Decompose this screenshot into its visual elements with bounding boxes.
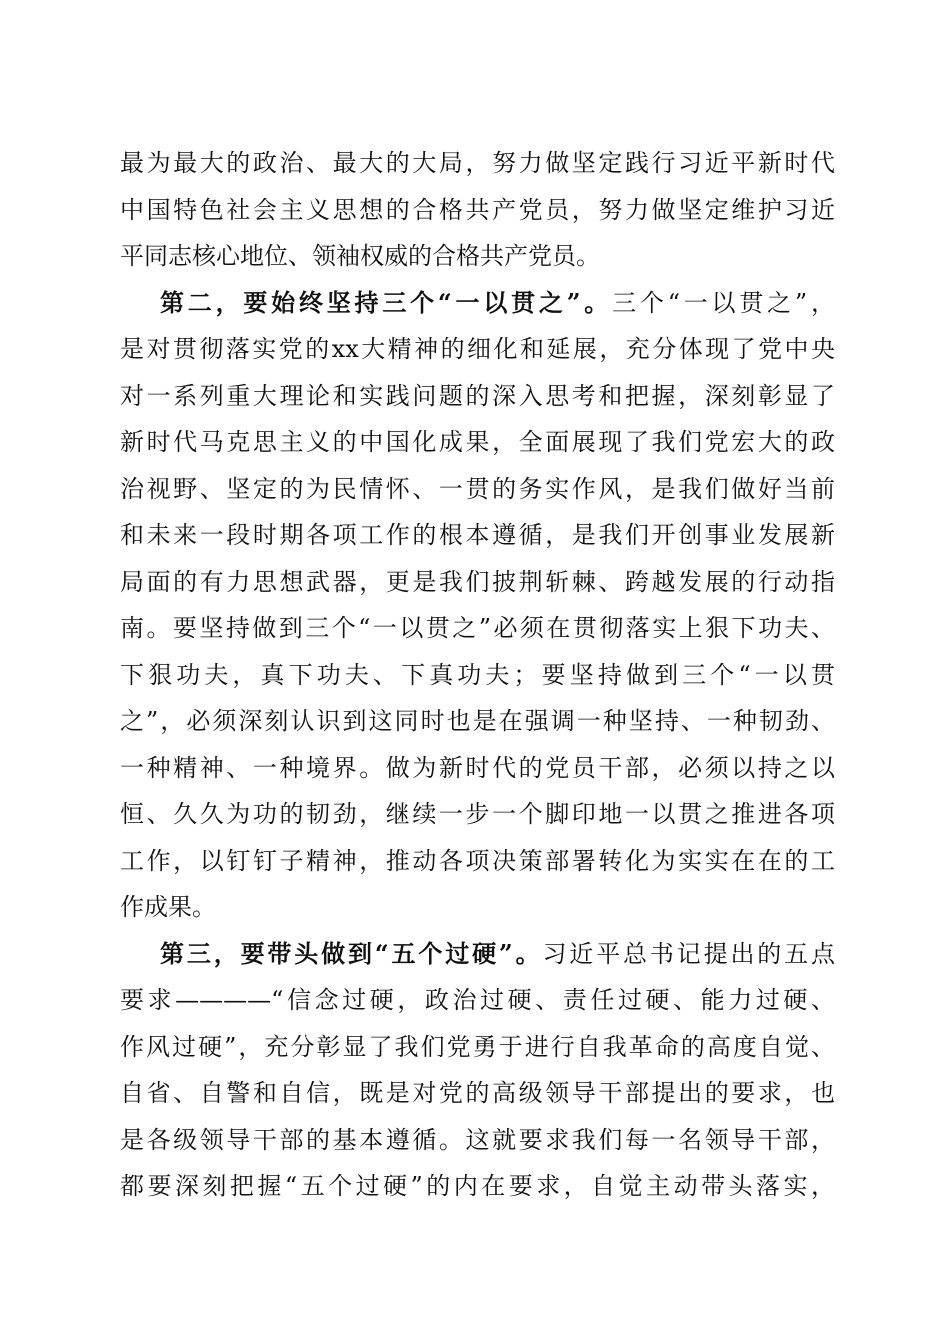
text-line: 下狠功夫，真下功夫、下真功夫；要坚持做到三个“一以贯 <box>120 660 835 689</box>
text-segment: 习近平总书记提出的五点 <box>542 939 836 968</box>
text-line: 南。要坚持做到三个“一以贯之”必须在贯彻落实上狠下功夫、 <box>120 614 835 642</box>
text-line: 和未来一段时期各项工作的根本遵循，是我们开创事业发展新 <box>120 521 835 549</box>
text-line: 中国特色社会主义思想的合格共产党员，努力做坚定维护习近 <box>120 195 835 224</box>
paragraph-2-first-line <box>120 280 835 327</box>
text-line: 治视野、坚定的为民情怀、一贯的务实作风，是我们做好当前 <box>120 474 835 503</box>
text-line: 要求————“信念过硬，政治过硬、责任过硬、能力过硬、 <box>120 986 835 1014</box>
text-line: 都要深刻把握“五个过硬”的内在要求，自觉主动带头落实， <box>120 1172 835 1200</box>
text-line: 平同志核心地位、领袖权威的合格共产党员。 <box>120 242 600 270</box>
text-line: 作风过硬”，充分彰显了我们党勇于进行自我革命的高度自觉、 <box>120 1032 835 1061</box>
text-line: 工作，以钉钉子精神，推动各项决策部署转化为实实在在的工 <box>120 846 835 875</box>
text-line: 恒、久久为功的韧劲，继续一步一个脚印地一以贯之推进各项 <box>120 800 835 828</box>
text-line: 对一系列重大理论和实践问题的深入思考和把握，深刻彰显了 <box>120 381 835 410</box>
section-heading-3: 第三，要带头做到“五个过硬”。 <box>160 938 543 968</box>
text-line: 之”，必须深刻认识到这同时也是在强调一种坚持、一种韧劲、 <box>120 707 835 735</box>
section-heading-2: 第二，要始终坚持三个“一以贯之”。 <box>160 287 613 317</box>
document-body <box>120 140 835 1210</box>
text-line: 作成果。 <box>120 893 216 921</box>
text-line: 新时代马克思主义的中国化成果，全面展现了我们党宏大的政 <box>120 428 835 456</box>
text-segment: 三个“一以贯之”， <box>612 288 835 317</box>
text-line: 局面的有力思想武器，更是我们披荆斩棘、跨越发展的行动指 <box>120 567 835 596</box>
text-line: 是对贯彻落实党的xx大精神的细化和延展，充分体现了党中央 <box>120 335 835 363</box>
text-line: 自省、自警和自信，既是对党的高级领导干部提出的要求，也 <box>120 1079 835 1107</box>
text-line: 是各级领导干部的基本遵循。这就要求我们每一名领导干部， <box>120 1125 835 1154</box>
text-line: 一种精神、一种境界。做为新时代的党员干部，必须以持之以 <box>120 753 835 782</box>
paragraph-3-first-line <box>120 931 835 978</box>
text-line: 最为最大的政治、最大的大局，努力做坚定践行习近平新时代 <box>120 149 835 177</box>
